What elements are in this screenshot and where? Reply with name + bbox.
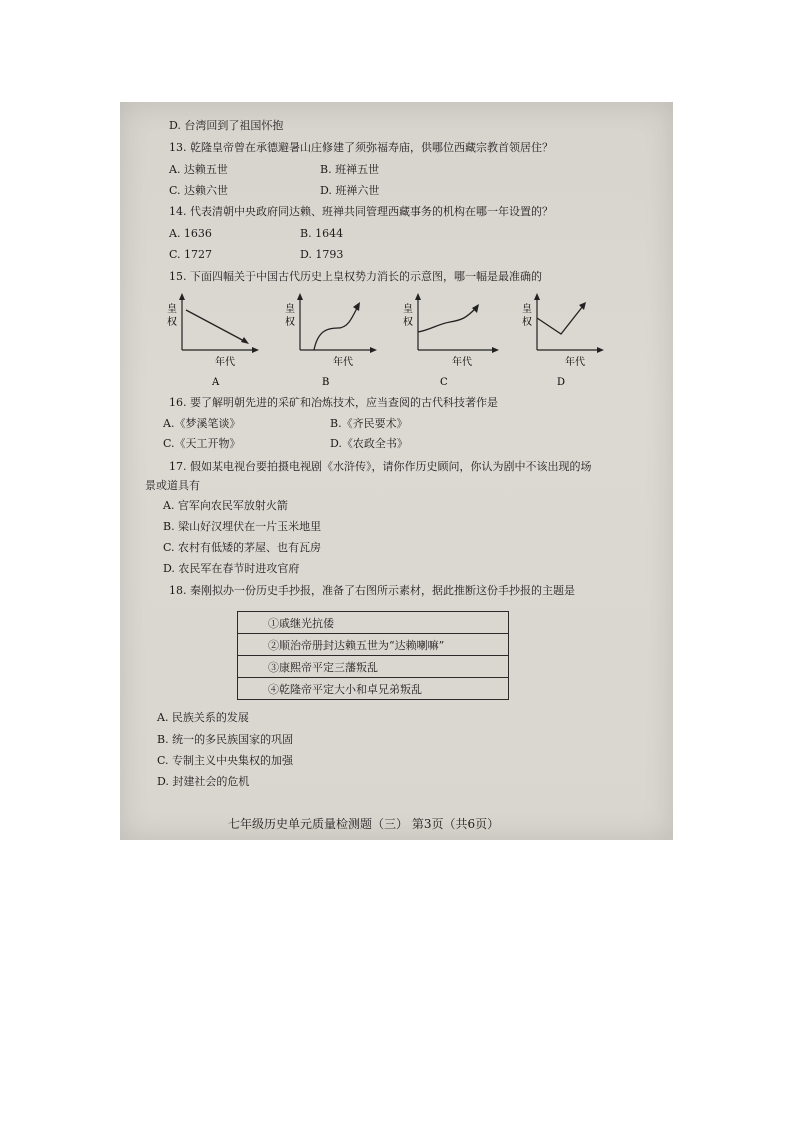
q12-option-d: D. 台湾回到了祖国怀抱 xyxy=(169,119,284,132)
q13-option-d: D. 班禅六世 xyxy=(320,184,380,197)
q15-graph-a-ylabel-top: 皇 xyxy=(167,304,177,315)
q18-option-c: C. 专制主义中央集权的加强 xyxy=(157,754,294,767)
q14-option-c: C. 1727 xyxy=(169,248,213,261)
q17-option-a: A. 官军向农民军放射火箭 xyxy=(163,499,288,512)
q15-graph-d-letter: D xyxy=(557,377,566,388)
q15-graph-c-letter: C xyxy=(440,377,448,388)
q13-option-a: A. 达赖五世 xyxy=(169,163,228,176)
q16-option-d: D.《农政全书》 xyxy=(330,437,408,450)
q18-option-a: A. 民族关系的发展 xyxy=(157,711,249,724)
q15-graph-c-ylabel-bottom: 权 xyxy=(403,317,413,328)
q13-stem: 13. 乾隆皇帝曾在承德避暑山庄修建了须弥福寿庙，供哪位西藏宗教首领居住？ xyxy=(169,141,553,154)
q16-stem: 16. 要了解明朝先进的采矿和冶炼技术，应当查阅的古代科技著作是 xyxy=(169,396,498,409)
q15-graph-a-xlabel: 年代 xyxy=(215,357,235,368)
q14-option-b: B. 1644 xyxy=(300,227,344,240)
q18-option-d: D. 封建社会的危机 xyxy=(157,775,250,788)
q15-graph-a-curve xyxy=(186,310,246,342)
q15-graph-b-xlabel: 年代 xyxy=(333,357,353,368)
q15-graph-a-letter: A xyxy=(212,377,220,388)
q15-graph-d-curve xyxy=(537,306,583,334)
q15-graph-b-letter: B xyxy=(322,377,330,388)
q15-graph-c xyxy=(396,292,506,390)
q17-stem-line-1: 17. 假如某电视台要拍摄电视剧《水浒传》，请你作历史顾问，你认为剧中不该出现的场 xyxy=(169,460,592,473)
q15-graph-b xyxy=(278,292,378,390)
q13-option-b: B. 班禅五世 xyxy=(320,163,380,176)
q15-graph-c-xlabel: 年代 xyxy=(452,357,472,368)
q15-graph-c-ylabel-top: 皇 xyxy=(403,304,413,315)
q15-graph-c-curve xyxy=(418,308,476,332)
q18-stem: 18. 秦刚拟办一份历史手抄报，准备了右图所示素材，据此推断这份手抄报的主题是 xyxy=(169,584,575,597)
q13-option-c: C. 达赖六世 xyxy=(169,184,229,197)
q14-option-d: D. 1793 xyxy=(300,248,344,261)
q15-stem: 15. 下面四幅关于中国古代历史上皇权势力消长的示意图，哪一幅是最准确的 xyxy=(169,270,542,283)
q15-graph-d xyxy=(515,292,615,390)
q18-material-1: ①戚继光抗倭 xyxy=(238,612,509,634)
q16-option-a: A.《梦溪笔谈》 xyxy=(163,417,241,430)
q18-materials-table xyxy=(237,611,509,700)
q15-graph-b-ylabel-bottom: 权 xyxy=(285,317,295,328)
q15-graph-d-ylabel-top: 皇 xyxy=(522,304,532,315)
page-footer: 七年级历史单元质量检测题（三） 第3页（共6页） xyxy=(228,817,500,831)
q15-graph-d-xlabel: 年代 xyxy=(565,357,585,368)
q16-option-b: B.《齐民要术》 xyxy=(330,417,408,430)
q18-material-3: ③康熙帝平定三藩叛乱 xyxy=(238,656,509,678)
q15-graph-b-ylabel-top: 皇 xyxy=(285,304,295,315)
q15-graph-d-ylabel-bottom: 权 xyxy=(522,317,532,328)
q17-option-c: C. 农村有低矮的茅屋、也有瓦房 xyxy=(163,541,322,554)
q17-option-d: D. 农民军在春节时进攻官府 xyxy=(163,562,300,575)
q15-graph-a-ylabel-bottom: 权 xyxy=(167,317,177,328)
q18-option-b: B. 统一的多民族国家的巩固 xyxy=(157,733,294,746)
q17-stem-line-2: 景或道具有 xyxy=(145,479,200,492)
q17-option-b: B. 梁山好汉埋伏在一片玉米地里 xyxy=(163,520,322,533)
q14-option-a: A. 1636 xyxy=(169,227,212,240)
q18-material-4: ④乾隆帝平定大小和卓兄弟叛乱 xyxy=(238,678,509,700)
q16-option-c: C.《天工开物》 xyxy=(163,437,241,450)
q14-stem: 14. 代表清朝中央政府同达赖、班禅共同管理西藏事务的机构在哪一年设置的？ xyxy=(169,205,553,218)
q15-graph-a xyxy=(160,292,260,390)
q15-graph-b-curve xyxy=(314,306,358,350)
q18-material-2: ②顺治帝册封达赖五世为“达赖喇嘛” xyxy=(238,634,509,656)
